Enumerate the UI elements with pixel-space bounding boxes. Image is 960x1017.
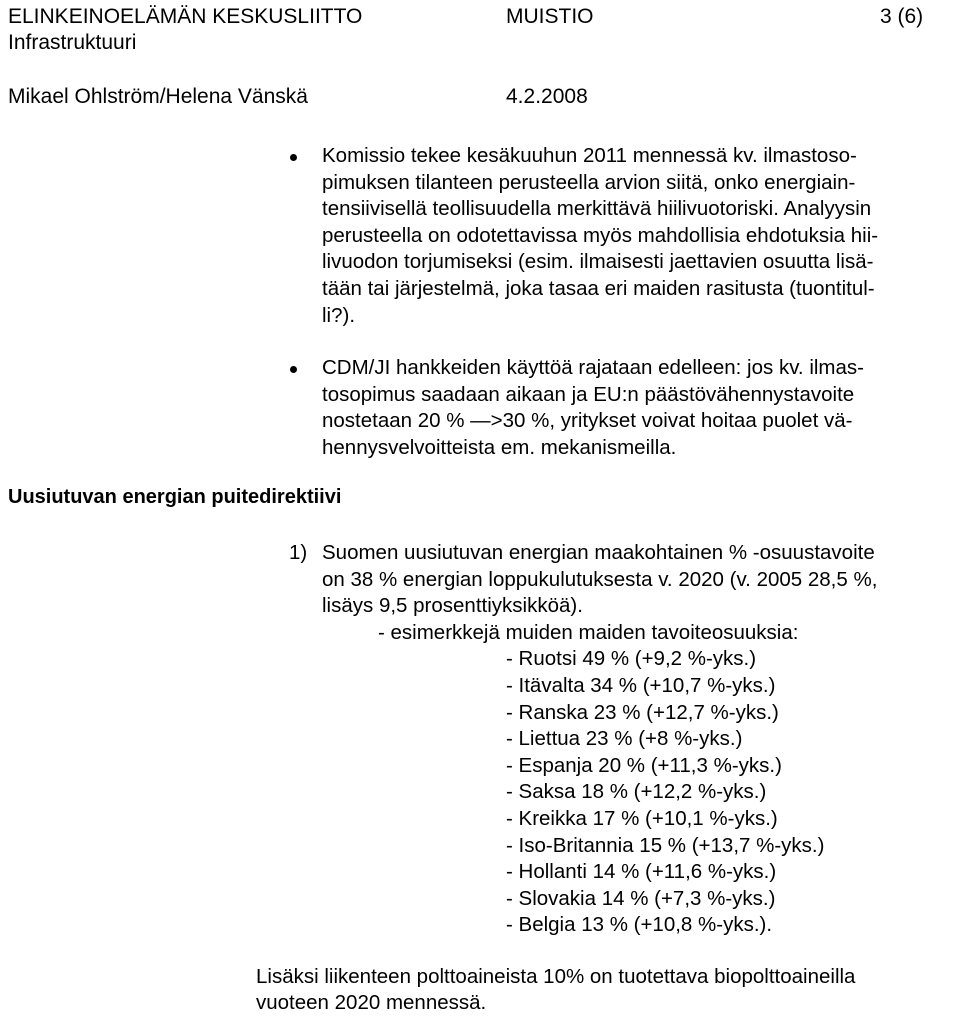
bullet-line: li?). (322, 303, 356, 327)
bullet-line: tensiivisellä teollisuudella merkittävä hiilivuotoriski. Analyysin (322, 197, 872, 221)
bullet-line: CDM/JI hankkeiden käyttöä rajataan edelleen: jos kv. ilmas- (322, 356, 864, 379)
closing-line: Lisäksi liikenteen polttoaineista 10% on tuotettava biopolttoaineilla (256, 965, 856, 988)
bullet-line: nostetaan 20 % —>30 %, yritykset voivat hoitaa puolet vä- (322, 409, 853, 433)
numbered-marker: 1) (289, 541, 308, 564)
bullet-line: hennysvelvoitteista em. mekanismeilla. (322, 435, 677, 459)
bullet-line: livuodon torjumiseksi (esim. ilmaisesti jaettavien osuutta lisä- (322, 250, 874, 274)
bullet-line: pimuksen tilanteen perusteella arvion siitä, onko energiain- (322, 170, 856, 194)
section-heading: Uusiutuvan energian puitedirektiivi (8, 486, 342, 508)
list-item: - Slovakia 14 % (+7,3 %-yks.) (506, 886, 776, 910)
list-item: - Iso-Britannia 15 % (+13,7 %-yks.) (506, 833, 825, 857)
header-department: Infrastruktuuri (8, 31, 137, 54)
header-doc-type: MUISTIO (506, 5, 594, 28)
header-authors: Mikael Ohlström/Helena Vänskä (8, 85, 308, 108)
numbered-line: on 38 % energian loppukulutuksesta v. 2020 (v. 2005 28,5 %, (322, 567, 878, 591)
closing-line: vuoteen 2020 mennessä. (256, 991, 487, 1014)
numbered-line: Suomen uusiutuvan energian maakohtainen % -osuustavoite (322, 541, 875, 564)
list-item: - Hollanti 14 % (+11,6 %-yks.) (506, 860, 777, 884)
list-item: - Ranska 23 % (+12,7 %-yks.) (506, 700, 779, 724)
numbered-line: lisäys 9,5 prosenttiyksikköä). (322, 594, 583, 618)
bullet-dot-icon (290, 366, 297, 373)
list-item: - Saksa 18 % (+12,2 %-yks.) (506, 780, 767, 804)
header-page-number: 3 (6) (880, 5, 924, 28)
list-item: - Ruotsi 49 % (+9,2 %-yks.) (506, 647, 757, 671)
bullet-dot-icon (290, 154, 297, 161)
list-item: - Liettua 23 % (+8 %-yks.) (506, 727, 743, 751)
list-item: - Itävalta 34 % (+10,7 %-yks.) (506, 674, 776, 697)
list-item: - Espanja 20 % (+11,3 %-yks.) (506, 753, 782, 777)
bullet-line: tosopimus saadaan aikaan ja EU:n päästövähennystavoite (322, 382, 855, 406)
examples-intro: - esimerkkejä muiden maiden tavoiteosuuksia: (378, 620, 799, 644)
header-date: 4.2.2008 (506, 85, 588, 108)
bullet-line: tään tai järjestelmä, joka tasaa eri maiden rasitusta (tuontitul- (322, 277, 875, 300)
bullet-line: Komissio tekee kesäkuuhun 2011 mennessä kv. ilmastoso- (322, 144, 857, 167)
list-item: - Kreikka 17 % (+10,1 %-yks.) (506, 807, 778, 830)
list-item: - Belgia 13 % (+10,8 %-yks.). (506, 913, 773, 937)
bullet-line: perusteella on odotettavissa myös mahdollisia ehdotuksia hii- (322, 223, 879, 247)
header-org: ELINKEINOELÄMÄN KESKUSLIITTO (8, 5, 363, 28)
